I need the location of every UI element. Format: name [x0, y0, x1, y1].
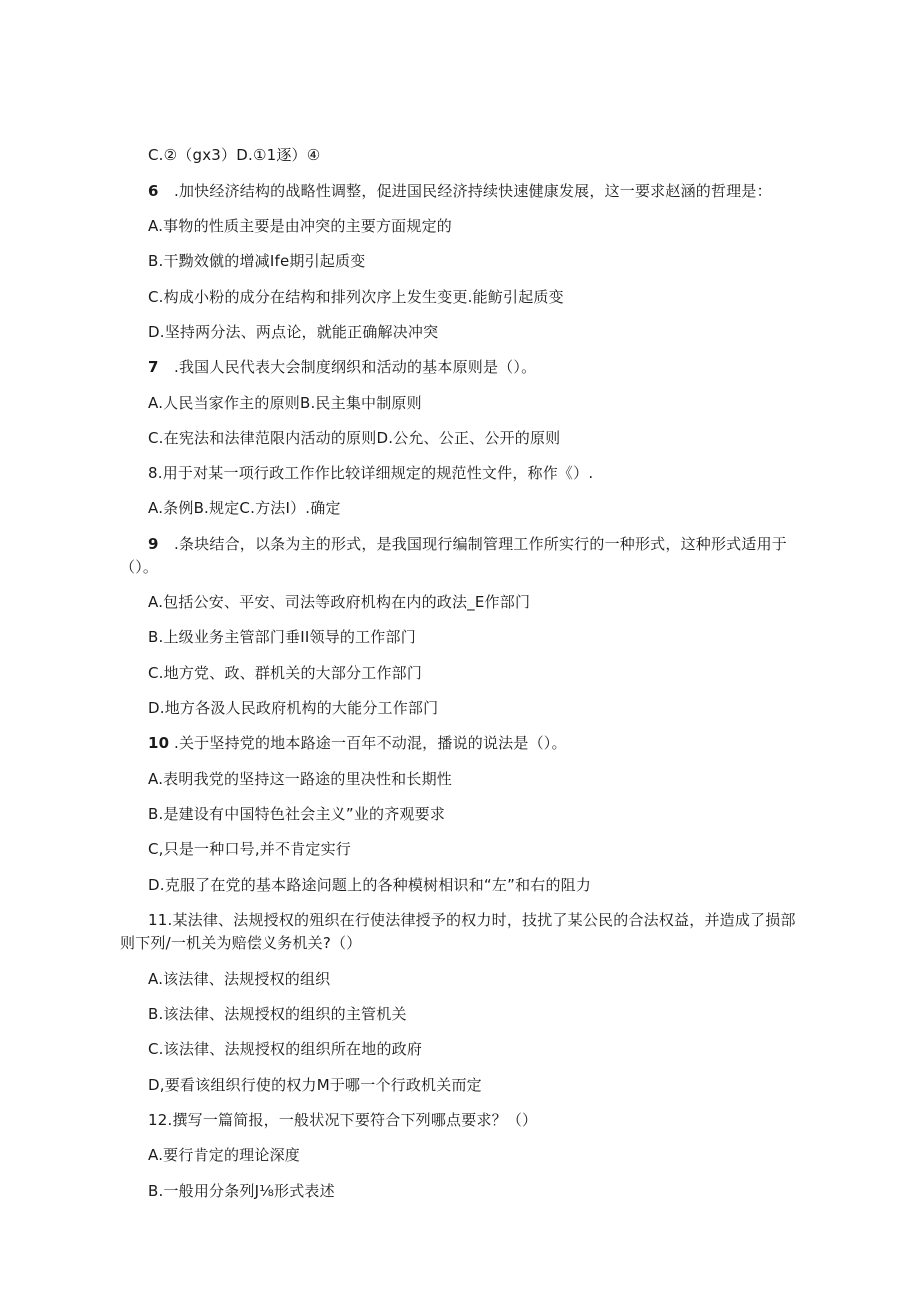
option-line: C.构成小粉的成分在结构和排列次序上发生变更.能鲂引起质变 — [148, 288, 564, 306]
question-text: .我国人民代表大会制度纲织和活动的基本原则是（）。 — [174, 358, 537, 376]
option-line: D.坚持两分法、两点论，就能正确解决冲突 — [148, 323, 439, 341]
question-9-continuation: （）。 — [120, 558, 159, 576]
question-number: 7 — [148, 358, 159, 376]
option-line: A.条例B.规定C.方法I）.确定 — [148, 499, 341, 517]
question-10 — [148, 733, 567, 753]
option-line: A.事物的性质主要是由冲突的主要方面规定的 — [148, 217, 452, 235]
question-8: 8.用于对某一项行政工作作比较详细规定的规范性文件，称作《）. — [148, 464, 594, 482]
option-line: A.要行肯定的理论深度 — [148, 1146, 300, 1164]
question-11: 11.某法律、法规授权的殂织在行使法律授予的权力时，技扰了某公民的合法权益，并造成了损部 — [148, 911, 796, 929]
option-line: C,只是一种口号,并不肯定实行 — [148, 840, 352, 858]
option-line: B.该法律、法规授权的组织的主管机关 — [148, 1005, 407, 1023]
option-line: D.地方各汲人民政府机构的大能分工作部门 — [148, 699, 439, 717]
question-number: 6 — [148, 182, 159, 200]
question-text: .条块结合，以条为主的形式，是我国现行编制管理工作所实行的一种形式，这种形式适用于 — [174, 535, 787, 553]
text-line: C.②（gx3）D.①1逐）④ — [148, 146, 321, 164]
question-6 — [148, 181, 772, 201]
question-text: .关于坚持党的地本路途一百年不动混，播说的说法是（）。 — [174, 734, 567, 752]
question-number: 9 — [148, 535, 159, 553]
question-text: .加快经济结构的战略性调整，促进国民经济持续快速健康发展，这一要求赵涵的哲理是： — [174, 182, 772, 200]
option-line: C.地方党、政、群机关的大部分工作部门 — [148, 664, 423, 682]
option-line: B.上级业务主管部门垂II领导的工作部门 — [148, 628, 416, 646]
option-line: A.表明我党的坚持这一路途的里决性和长期性 — [148, 770, 452, 788]
option-line: A.该法律、法规授权的组织 — [148, 970, 331, 988]
question-12: 12.撰写一篇简报，一般状况下要符合下列哪点要求？（） — [148, 1111, 538, 1129]
option-line: D.克服了在党的基本路途问题上的各种模树相识和“左”和右的阻力 — [148, 876, 592, 894]
option-line: B.一般用分条列J⅛形式表述 — [148, 1182, 335, 1200]
option-line: C.该法律、法规授权的组织所在地的政府 — [148, 1040, 423, 1058]
option-line: A.包括公安、平安、司法等政府机构在内的政法_E作部门 — [148, 593, 531, 611]
option-line: B.干黝效僦的增减Ife期引起质变 — [148, 252, 366, 270]
option-line: A.人民当家作主的原则B.民主集中制原则 — [148, 394, 422, 412]
question-9 — [148, 534, 787, 554]
question-11-continuation: 则下列/一机关为赔偿义务机关?（） — [120, 934, 362, 952]
question-7 — [148, 357, 536, 377]
option-line: B.是建设有中国特色社会主义”业的齐观要求 — [148, 805, 446, 823]
option-line: D,要看该组织行使的权力M于哪一个行政机关而定 — [148, 1076, 482, 1094]
question-number: 10 — [148, 734, 170, 752]
option-line: C.在宪法和法律范限内活动的原则D.公允、公正、公开的原则 — [148, 429, 561, 447]
